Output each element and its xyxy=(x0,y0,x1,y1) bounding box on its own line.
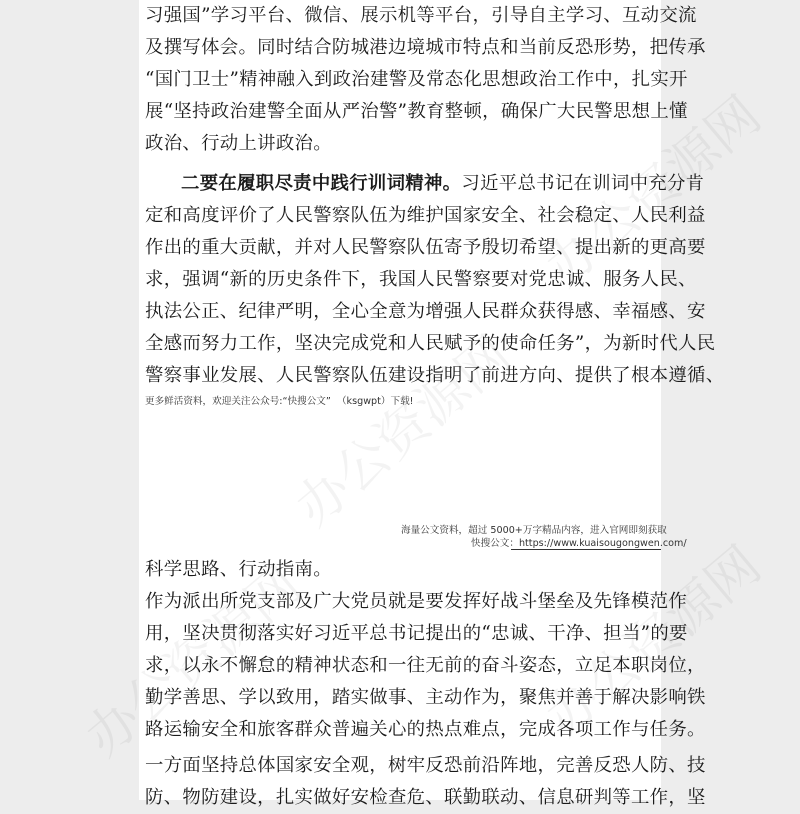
header-rule xyxy=(511,549,661,550)
body-line: 求，以永不懈怠的精神状态和一往无前的奋斗姿态，立足本职岗位， xyxy=(145,655,706,676)
body-line: 防、物防建设，扎实做好安检查危、联勤联动、信息研判等工作，坚 xyxy=(145,787,706,808)
body-line: 及撰写体会。同时结合防城港边境城市特点和当前反恐形势，把传承 xyxy=(145,37,706,58)
body-line: 执法公正、纪律严明，全心全意为增强人民群众获得感、幸福感、安 xyxy=(145,301,706,322)
body-line: 求，强调“新的历史条件下，我国人民警察要对党忠诚、服务人民、 xyxy=(145,269,697,290)
body-line: 习强国”学习平台、微信、展示机等平台，引导自主学习、互动交流 xyxy=(145,5,697,26)
page-gap xyxy=(139,414,661,509)
footer-note: 更多鲜活资料，欢迎关注公众号:“快搜公文” （ksgwpt）下载! xyxy=(145,396,414,407)
body-line: 作为派出所党支部及广大党员就是要发挥好战斗堡垒及先锋模范作 xyxy=(145,591,688,612)
body-line: 科学思路、行动指南。 xyxy=(145,559,332,580)
body-line: 一方面坚持总体国家安全观，树牢反恐前沿阵地，完善反恐人防、技 xyxy=(145,755,706,776)
body-line: 定和高度评价了人民警察队伍为维护国家安全、社会稳定、人民利益 xyxy=(145,205,706,226)
header-url[interactable]: 快搜公文：https://www.kuaisougongwen.com/ xyxy=(471,538,687,549)
document-page-2 xyxy=(139,509,706,808)
paragraph-2-first-line xyxy=(181,168,704,200)
paragraph-text: 习近平总书记在训词中充分肯 xyxy=(461,173,705,194)
body-line: 展“坚持政治建警全面从严治警”教育整顿，确保广大民警思想上懂 xyxy=(145,101,688,122)
document-page-1 xyxy=(139,0,725,414)
body-line: 全感而努力工作，坚决完成党和人民赋予的使命任务”，为新时代人民 xyxy=(145,333,716,354)
header-note: 海量公文资料，超过 5000+万字精品内容，进入官网即刻获取 xyxy=(401,525,667,536)
body-line: 作出的重大贡献，并对人民警察队伍寄予殷切希望、提出新的更高要 xyxy=(145,237,706,258)
body-line: “国门卫士”精神融入到政治建警及常态化思想政治工作中，扎实开 xyxy=(145,69,688,90)
body-line: 政治、行动上讲政治。 xyxy=(145,133,332,154)
body-line: 路运输安全和旅客群众普遍关心的热点难点，完成各项工作与任务。 xyxy=(145,719,706,740)
body-line: 勤学善思、学以致用，踏实做事、主动作为，聚焦并善于解决影响铁 xyxy=(145,687,706,708)
body-line: 警察事业发展、人民警察队伍建设指明了前进方向、提供了根本遵循、 xyxy=(145,365,725,386)
paragraph-heading: 二要在履职尽责中践行训词精神。 xyxy=(181,173,462,194)
body-line: 用，坚决贯彻落实好习近平总书记提出的“忠诚、干净、担当”的要 xyxy=(145,623,688,644)
